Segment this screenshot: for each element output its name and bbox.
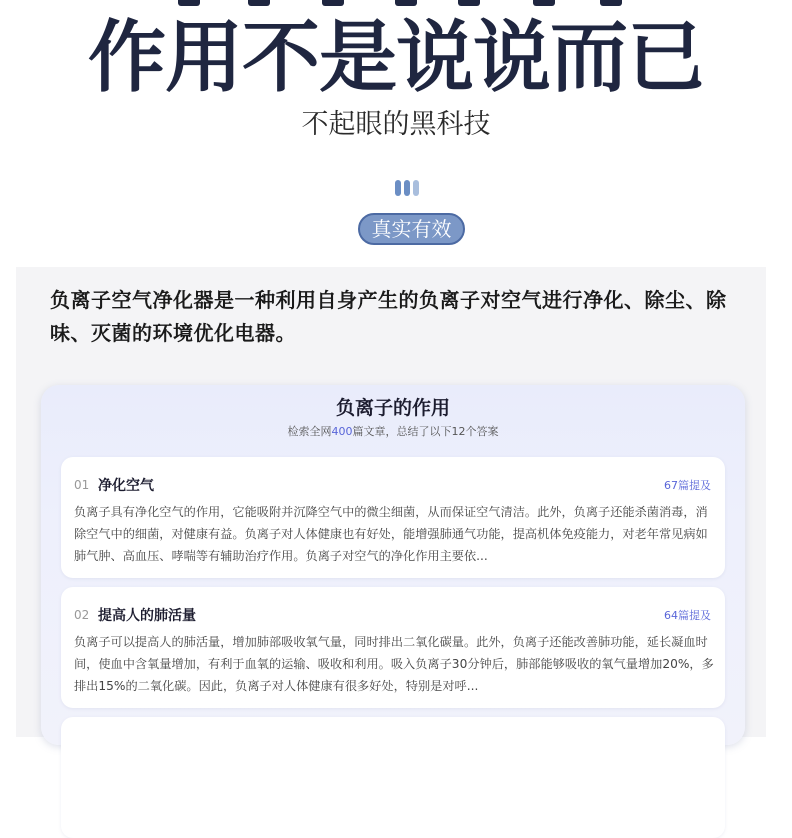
heading-fragment: [248, 0, 270, 6]
decorative-dots: [395, 180, 419, 196]
answer-item[interactable]: [61, 587, 725, 708]
heading-fragment: [600, 0, 622, 6]
sub-suffix: 篇文章，总结了以下12个答案: [352, 425, 499, 438]
card-subtitle: [41, 423, 745, 439]
card-title: 负离子的作用: [335, 397, 450, 419]
heading-fragment: [322, 0, 344, 6]
heading-fragment: [395, 0, 417, 6]
article-count: 400: [331, 425, 353, 438]
dot: [404, 180, 410, 196]
mention-count-link[interactable]: 64篇提及: [664, 609, 711, 622]
intro-text: 负离子空气净化器是一种利用自身产生的负离子对空气进行净化、除尘、除味、灭菌的环境优化电器。: [50, 288, 727, 345]
dot: [395, 180, 401, 196]
answer-heading: 净化空气: [98, 478, 154, 494]
answer-heading: 提高人的肺活量: [98, 608, 196, 624]
answer-item-partial[interactable]: [61, 717, 725, 838]
cropped-heading-fragment: [0, 0, 792, 8]
dot: [413, 180, 419, 196]
answer-number: 01: [74, 478, 90, 492]
answer-number: 02: [74, 608, 90, 622]
tag-badge: 真实有效: [358, 213, 465, 245]
heading-fragment: [458, 0, 480, 6]
answer-item[interactable]: [61, 457, 725, 578]
answers-card: [41, 385, 745, 745]
mention-count-link[interactable]: 67篇提及: [664, 479, 711, 492]
sub-prefix: 检索全网: [287, 425, 332, 438]
hero-subtitle: 不起眼的黑科技: [301, 109, 491, 140]
hero-title: 作用不是说说而已: [87, 13, 704, 103]
heading-fragment: [533, 0, 555, 6]
answer-body: 负离子具有净化空气的作用，它能吸附并沉降空气中的微尘细菌，从而保证空气清洁。此外，负离子还能杀菌消毒，消除空气中的细菌，对健康有益。负离子对人体健康也有好处，能增强肺通气功能，提高机体免疫能力，对老年常见病如肺气肿、高血压、哮喘等有辅助治疗作用。负离子对空气的净化作用主要依...: [74, 505, 708, 563]
answer-body: 负离子可以提高人的肺活量，增加肺部吸收氧气量，同时排出二氧化碳量。此外，负离子还能改善肺功能，延长凝血时间，使血中含氧量增加，有利于血氧的运输、吸收和利用。吸入负离子30分钟后，肺部能够吸收的氧气量增加20%，多排出15%的二氧化碳。因此，负离子对人体健康有很多好处，特别是对呼...: [74, 635, 714, 693]
heading-fragment: [178, 0, 200, 6]
